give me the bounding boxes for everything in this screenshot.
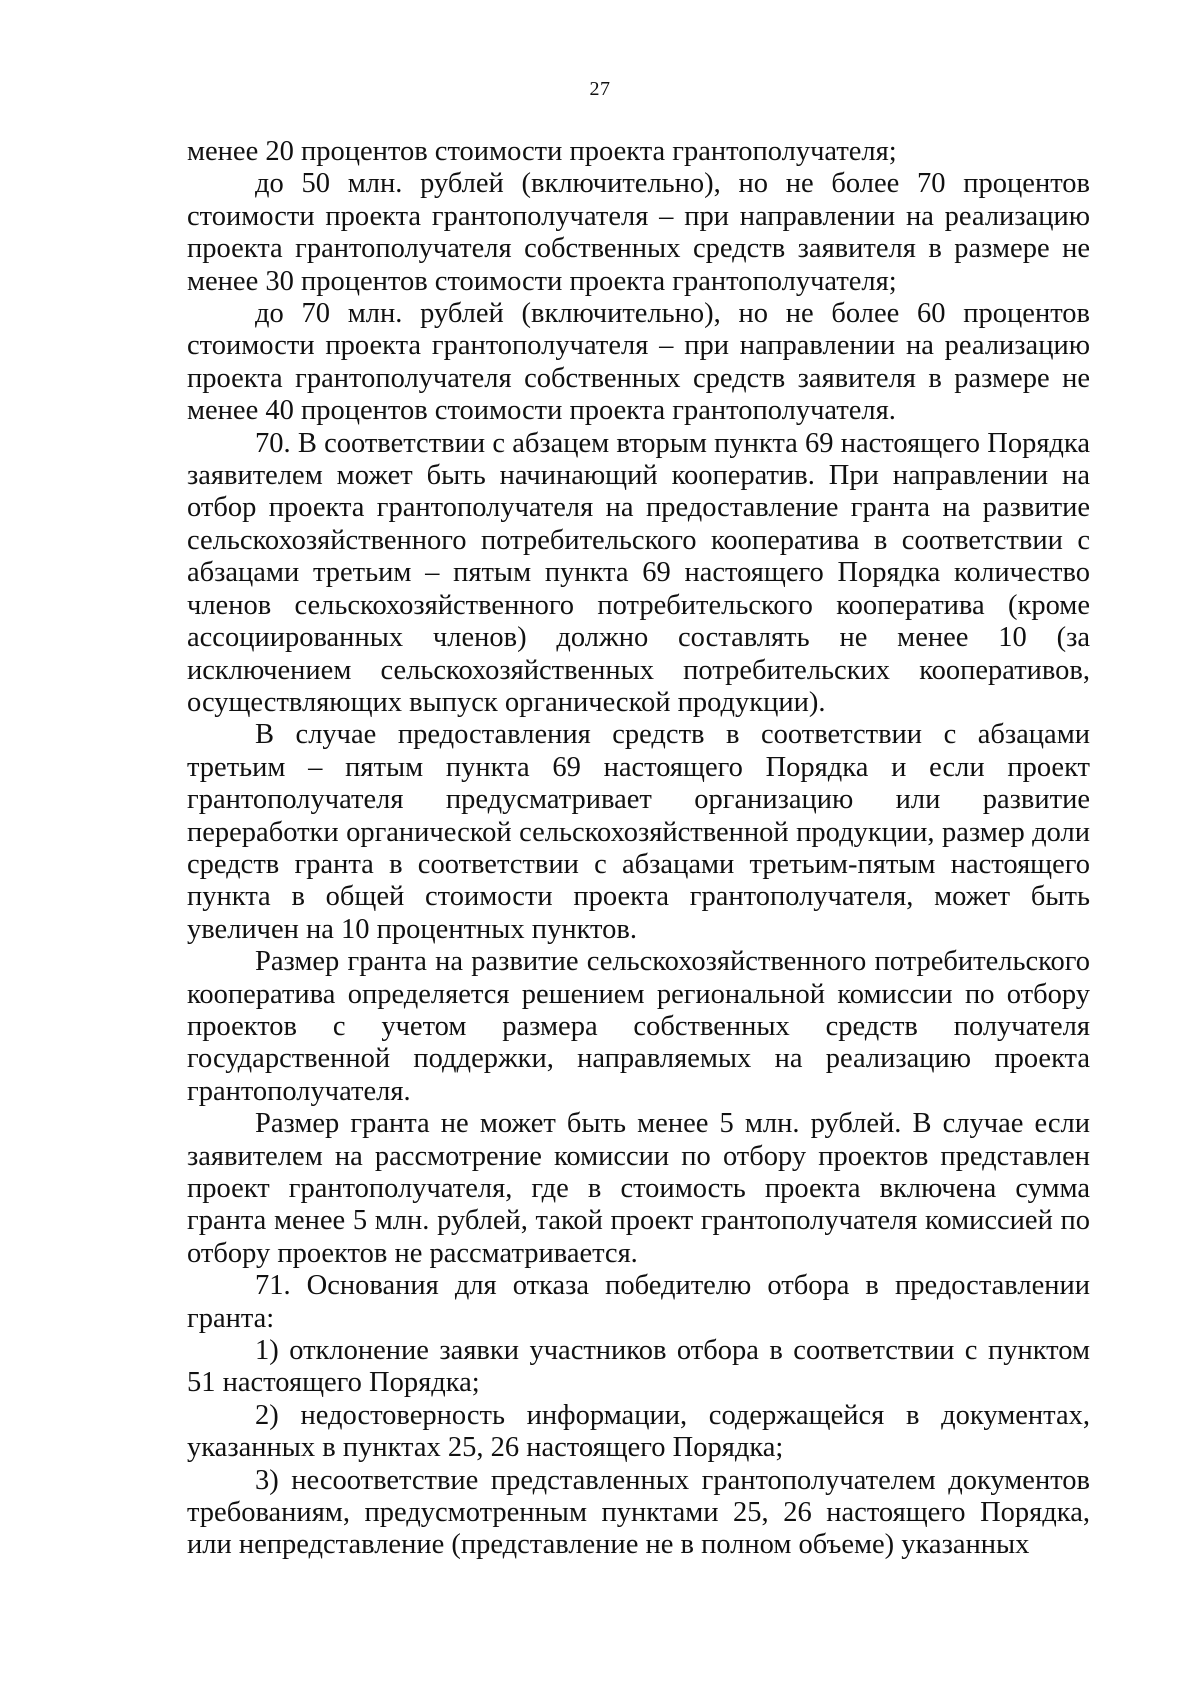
paragraph-grant-minimum: Размер гранта не может быть менее 5 млн. рублей. В случае если заявителем на рассмотрение комиссии по отбору проектов представлен проект грантополучателя, где в стоимость проекта включена сумма гранта менее 5 млн. рублей, такой проект грантополучателя комиссией по отбору проектов не рассматривается. xyxy=(187,1108,1090,1269)
paragraph-item-70: 70. В соответствии с абзацем вторым пункта 69 настоящего Порядка заявителем может быть начинающий кооператив. При направлении на отбор проекта грантополучателя на предоставление гранта на развитие сельскохозяйственного потребительского кооператива в соответствии с абзацами третьим – пятым пункта 69 настоящего Порядка количество членов сельскохозяйственного потребительского кооператива (кроме ассоциированных членов) должно составлять не менее 10 (за исключением сельскохозяйственных потребительских кооперативов, осуществляющих выпуск органической продукции). xyxy=(187,427,1090,718)
paragraph-continuation: менее 20 процентов стоимости проекта грантополучателя; xyxy=(187,136,897,167)
paragraph-grant-size-decision: Размер гранта на развитие сельскохозяйственного потребительского кооператива определяется решением региональной комиссии по отбору проектов с учетом размера собственных средств получателя государственной поддержки, направляемых на реализацию проекта грантополучателя. xyxy=(187,946,1090,1107)
page-number: 27 xyxy=(589,78,611,100)
paragraph-grant-50-mln: до 50 млн. рублей (включительно), но не более 70 процентов стоимости проекта грантополучателя – при направлении на реализацию проекта грантополучателя собственных средств заявителя в размере не менее 30 процентов стоимости проекта грантополучателя; xyxy=(187,168,1090,297)
paragraph-reason-1: 1) отклонение заявки участников отбора в соответствии с пунктом 51 настоящего Порядка; xyxy=(187,1335,1090,1399)
paragraph-organic-processing: В случае предоставления средств в соответствии с абзацами третьим – пятым пункта 69 настоящего Порядка и если проект грантополучателя предусматривает организацию или развитие переработки органической сельскохозяйственной продукции, размер доли средств гранта в соответствии с абзацами третьим-пятым настоящего пункта в общей стоимости проекта грантополучателя, может быть увеличен на 10 процентных пунктов. xyxy=(187,719,1090,945)
paragraph-grant-70-mln: до 70 млн. рублей (включительно), но не более 60 процентов стоимости проекта грантополучателя – при направлении на реализацию проекта грантополучателя собственных средств заявителя в размере не менее 40 процентов стоимости проекта грантополучателя. xyxy=(187,298,1090,427)
paragraph-reason-2: 2) недостоверность информации, содержащейся в документах, указанных в пунктах 25, 26 настоящего Порядка; xyxy=(187,1399,1090,1464)
document-body xyxy=(187,136,1090,1562)
paragraph-reason-3: 3) несоответствие представленных грантополучателем документов требованиям, предусмотренным пунктами 25, 26 настоящего Порядка, или непредставление (представление не в полном объеме) указанных xyxy=(187,1464,1090,1561)
paragraph-item-71: 71. Основания для отказа победителю отбора в предоставлении гранта: xyxy=(187,1270,1090,1334)
